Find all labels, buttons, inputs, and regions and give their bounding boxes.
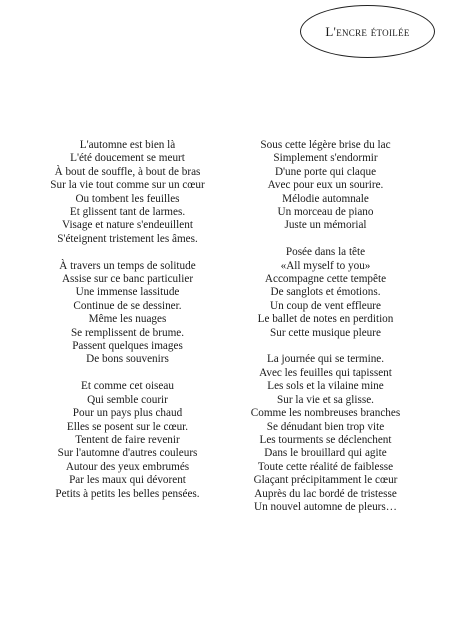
poem-line: Par les maux qui dévorent bbox=[69, 474, 186, 487]
poem-line: Posée dans la tête bbox=[285, 246, 366, 259]
poem-line: Passent quelques images bbox=[72, 340, 183, 353]
poem-line: Petits à petits les belles pensées. bbox=[55, 487, 200, 500]
poem-line: Un coup de vent effleure bbox=[269, 299, 381, 312]
poem-line: Qui semble courir bbox=[87, 393, 168, 406]
poem-line: Mélodie automnale bbox=[282, 192, 369, 205]
poem-line: Et glissent tant de larmes. bbox=[69, 206, 186, 219]
poem-line: Elles se posent sur le cœur. bbox=[66, 420, 189, 433]
poem-stanza bbox=[25, 260, 230, 367]
poem-line: Une immense lassitude bbox=[75, 286, 180, 299]
poem-line: Un morceau de piano bbox=[277, 206, 374, 219]
poem-left-column bbox=[25, 139, 230, 514]
poem-line: Auprès du lac bordé de tristesse bbox=[254, 487, 397, 500]
poem-line: Le ballet de notes en perdition bbox=[257, 313, 394, 326]
poem-line: L'automne est bien là bbox=[79, 139, 176, 151]
poem-line: S'éteignent tristement les âmes. bbox=[57, 232, 198, 245]
poem-line: Avec les feuilles qui tapissent bbox=[259, 366, 392, 379]
poem-line: Accompagne cette tempête bbox=[264, 273, 387, 286]
poem-line: Toute cette réalité de faiblesse bbox=[257, 460, 394, 473]
poem-line: Comme les nombreuses branches bbox=[250, 407, 401, 420]
poem-line: «All myself to you» bbox=[280, 259, 371, 272]
poem-line: À bout de souffle, à bout de bras bbox=[54, 165, 201, 178]
poem-line: Les sols et la vilaine mine bbox=[267, 380, 384, 393]
poem-line: Sur cette musique pleure bbox=[270, 326, 381, 339]
poem-stanza bbox=[223, 139, 428, 233]
poem-right-column bbox=[223, 139, 428, 528]
poem-line: Assise sur ce banc particulier bbox=[61, 273, 194, 286]
poem-line: Pour un pays plus chaud bbox=[72, 407, 183, 420]
poem-line: À travers un temps de solitude bbox=[59, 259, 196, 272]
poem-line: Juste un mémorial bbox=[284, 219, 367, 232]
poem-stanza bbox=[25, 139, 230, 246]
poem-line: Avec pour eux un sourire. bbox=[267, 179, 384, 192]
poem-line: D'une porte qui claque bbox=[274, 165, 377, 178]
poem-line: Les tourments se déclenchent bbox=[259, 433, 392, 446]
poem-line: De bons souvenirs bbox=[86, 353, 169, 366]
poem-line: Tentent de faire revenir bbox=[75, 433, 180, 446]
poem-line: Sous cette légère brise du lac bbox=[260, 139, 391, 151]
poem-line: Sur la vie et sa glisse. bbox=[277, 393, 374, 406]
poem-line: Et comme cet oiseau bbox=[81, 380, 174, 393]
poem-line: Se dénudant bien trop vite bbox=[266, 420, 385, 433]
poem-stanza bbox=[223, 246, 428, 340]
poem-line: L'été doucement se meurt bbox=[70, 152, 185, 165]
poem-line: Continue de se dessiner. bbox=[73, 299, 182, 312]
poem-line: Se remplissent de brume. bbox=[70, 326, 185, 339]
poem-stanza bbox=[25, 380, 230, 501]
poem-line: De sanglots et émotions. bbox=[270, 286, 381, 299]
poem-line: Un nouvel automne de pleurs… bbox=[254, 500, 397, 513]
poem-line: Sur l'automne d'autres couleurs bbox=[57, 447, 198, 460]
poem-line: Dans le brouillard qui agite bbox=[264, 447, 387, 460]
poem-line: Sur la vie tout comme sur un cœur bbox=[50, 179, 205, 192]
poem-line: Autour des yeux embrumés bbox=[65, 460, 190, 473]
poem-line: Même les nuages bbox=[88, 313, 167, 326]
poem-line: Ou tombent les feuilles bbox=[75, 192, 180, 205]
poem-line: Simplement s'endormir bbox=[273, 152, 378, 165]
title-badge bbox=[300, 5, 435, 58]
poem-stanza bbox=[223, 353, 428, 514]
poem-line: La journée qui se termine. bbox=[266, 353, 385, 366]
badge-title: L'encre étoilée bbox=[325, 23, 410, 39]
poem-line: Visage et nature s'endeuillent bbox=[62, 219, 193, 232]
poem-line: Glaçant précipitamment le cœur bbox=[253, 474, 398, 487]
